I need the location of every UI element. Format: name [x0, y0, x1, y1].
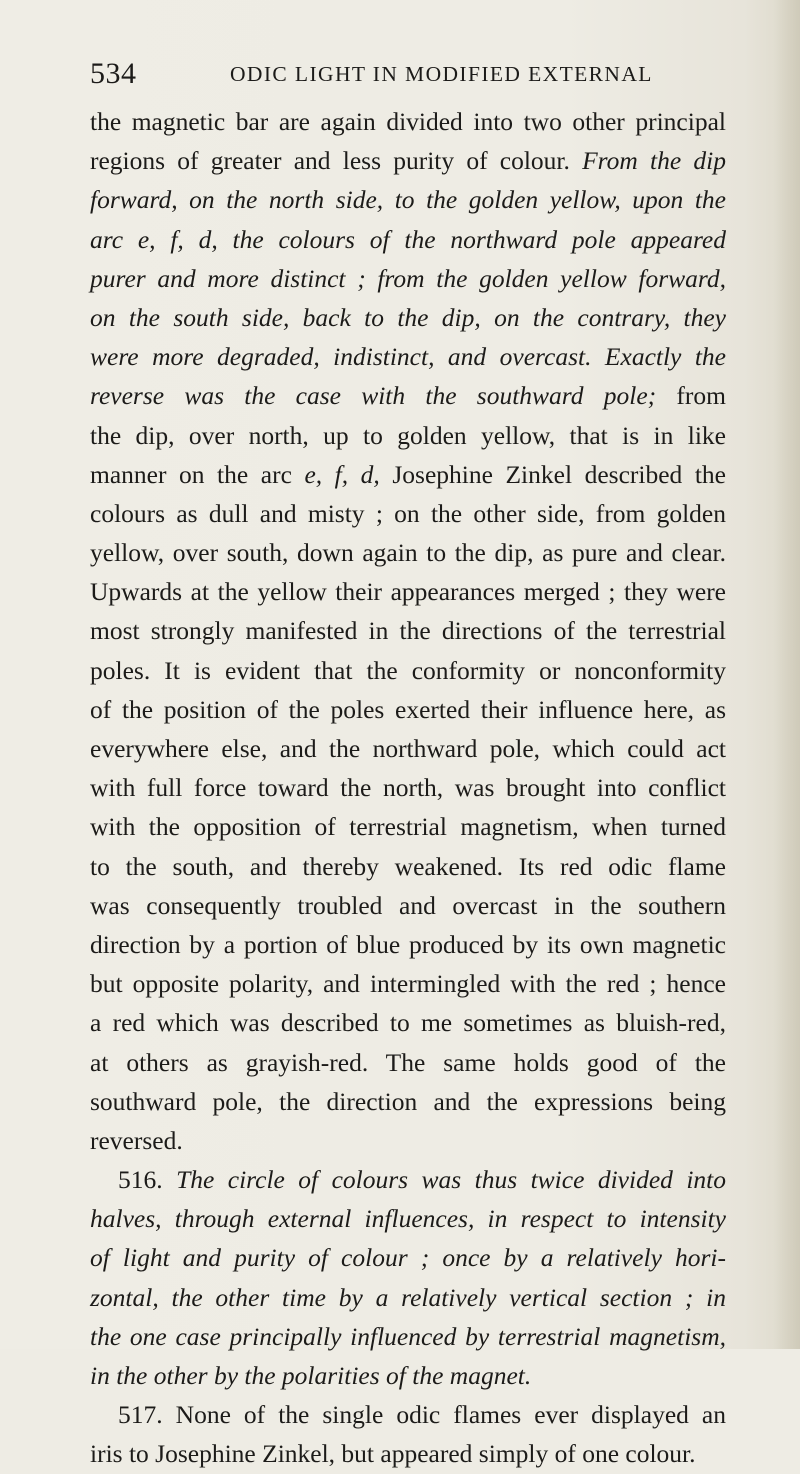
text-line [90, 847, 726, 886]
text-line [90, 729, 726, 768]
text-segment: with full force toward the north, was brought into conflict [90, 773, 726, 803]
text-segment: the dip, over north, up to golden yellow, that is in like [90, 420, 726, 450]
text-line [90, 298, 726, 337]
italic-text-segment: halves, through external influences, in respect to intensity [90, 1204, 726, 1234]
text-line [90, 1434, 726, 1473]
text-line [90, 220, 726, 259]
text-line [90, 1003, 726, 1042]
text-segment: southward pole, the direction and the expressions being [90, 1086, 726, 1116]
text-line [90, 1356, 726, 1395]
text-segment: a red which was described to me sometimes as bluish-red, [90, 1008, 726, 1038]
text-segment: from [656, 381, 726, 411]
text-line [90, 807, 726, 846]
text-segment: but opposite polarity, and intermingled with the red ; hence [90, 969, 726, 999]
text-line [90, 494, 726, 533]
text-segment: to the south, and thereby weakened. Its red odic flame [90, 851, 726, 881]
text-line [90, 964, 726, 1003]
text-segment: at others as grayish-red. The same holds good of the [90, 1047, 726, 1077]
text-line [90, 611, 726, 650]
text-segment: Upwards at the yellow their appearances merged ; they were [90, 577, 726, 607]
text-line [90, 768, 726, 807]
text-line [90, 925, 726, 964]
text-segment: manner on the arc [90, 459, 305, 489]
text-line [90, 141, 726, 180]
text-segment: everywhere else, and the northward pole, which could act [90, 734, 726, 763]
text-segment: was consequently troubled and overcast in the southern [90, 890, 726, 920]
text-segment: reversed. [90, 1125, 183, 1155]
text-line [90, 1278, 726, 1317]
text-segment: Josephine Zinkel described the [379, 459, 726, 489]
text-line [90, 1199, 726, 1238]
text-segment: the magnetic bar are again divided into two other principal [90, 107, 726, 136]
italic-text-segment: in the other by the polarities of the magnet. [90, 1361, 532, 1390]
italic-text-segment: on the south side, back to the dip, on the contrary, they [90, 302, 726, 332]
text-line [90, 259, 726, 298]
text-line [90, 1238, 726, 1277]
italic-text-segment: purer and more distinct ; from the golden yellow forward, [90, 263, 726, 293]
italic-text-segment: e, f, d, [304, 459, 380, 489]
italic-text-segment: From the dip [582, 146, 726, 176]
text-line [90, 1043, 726, 1082]
italic-text-segment: The circle of colours was thus twice divided into [176, 1165, 727, 1195]
text-line [90, 102, 726, 141]
text-segment: 516. [118, 1165, 177, 1195]
text-line [90, 1121, 726, 1160]
italic-text-segment: the one case principally influenced by terrestrial magnetism, [90, 1321, 726, 1351]
italic-text-segment: forward, on the north side, to the golden yellow, upon the [90, 185, 726, 215]
text-segment: poles. It is evident that the conformity or nonconformity [90, 655, 726, 685]
italic-text-segment: of light and purity of colour ; once by a relatively hori- [90, 1243, 726, 1273]
text-segment: of the position of the poles exerted their influence here, as [90, 694, 726, 724]
italic-text-segment: were more degraded, indistinct, and overcast. Exactly the [90, 342, 726, 372]
text-segment: colours as dull and misty ; on the other side, from golden [90, 498, 726, 528]
text-line [90, 1317, 726, 1356]
body-text [90, 102, 726, 1474]
text-segment: 517. None of the single odic flames ever displayed an [118, 1400, 726, 1430]
text-line [90, 533, 726, 572]
text-line [90, 1082, 726, 1121]
text-segment: iris to Josephine Zinkel, but appeared simply of one colour. [90, 1439, 696, 1469]
text-segment: most strongly manifested in the directions of the terrestrial [90, 616, 726, 646]
text-line [90, 690, 726, 729]
page-number: 534 [90, 57, 137, 90]
italic-text-segment: reverse was the case with the southward pole; [90, 381, 657, 411]
italic-text-segment: arc e, f, d, the colours of the northward pole appeared [90, 224, 726, 254]
text-segment: direction by a portion of blue produced by its own magnetic [90, 929, 726, 959]
page-header [90, 57, 730, 97]
text-segment: with the opposition of terrestrial magnetism, when turned [90, 812, 726, 842]
italic-text-segment: zontal, the other time by a relatively vertical section ; in [90, 1282, 726, 1312]
running-head: ODIC LIGHT IN MODIFIED EXTERNAL [230, 62, 653, 86]
text-line [90, 886, 726, 925]
text-line [90, 455, 726, 494]
text-line [90, 376, 726, 415]
text-segment: regions of greater and less purity of colour. [90, 146, 583, 176]
text-line [90, 416, 726, 455]
page-edge-shadow [774, 0, 800, 1349]
text-line [90, 1395, 726, 1434]
text-line [90, 180, 726, 219]
text-line [90, 651, 726, 690]
text-line [90, 1160, 726, 1199]
text-line [90, 572, 726, 611]
text-segment: yellow, over south, down again to the dip, as pure and clear. [90, 538, 726, 568]
text-line [90, 337, 726, 376]
